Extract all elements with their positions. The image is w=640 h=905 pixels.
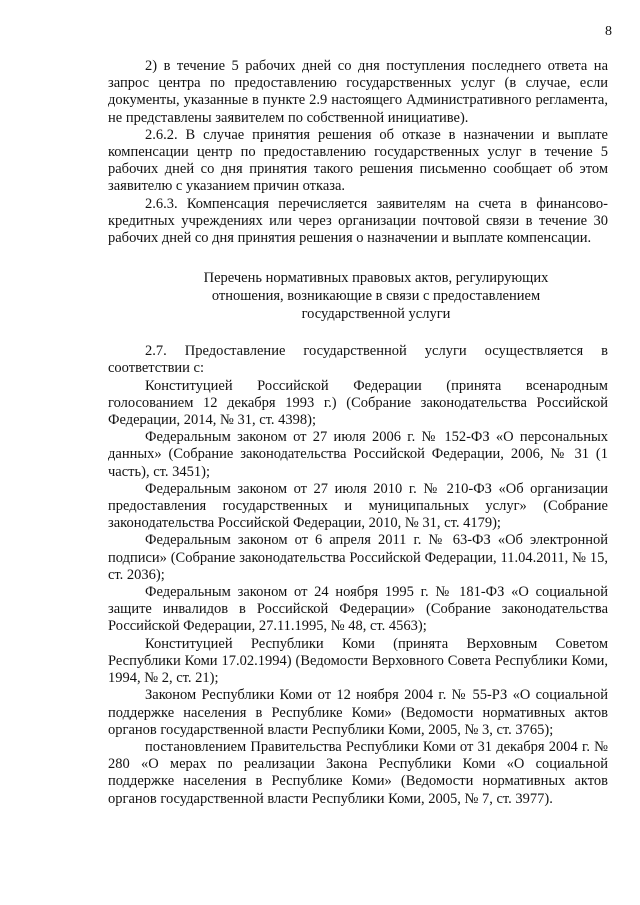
page-number: 8	[605, 24, 612, 39]
paragraph: Федеральным законом от 6 апреля 2011 г. № 63-ФЗ «Об электронной подписи» (Собрание законодательства Российской Федерации, 11.04.2011, № 15, ст. 2036);	[108, 532, 608, 583]
paragraph: Конституцией Республики Коми (принята Верховным Советом Республики Коми 17.02.1994) (Ведомости Верховного Совета Республики Коми, 1994, № 2, ст. 21);	[108, 635, 608, 687]
heading-line: Перечень нормативных правовых актов, регулирующих	[203, 270, 549, 287]
paragraph: Законом Республики Коми от 12 ноября 2004 г. № 55-РЗ «О социальной поддержке населения в Республике Коми» (Ведомости нормативных актов органов государственной власти Республики Коми, 2005, № 3, ст. 3765);	[108, 687, 608, 738]
paragraph: 2.6.3. Компенсация перечисляется заявителям на счета в финансово-кредитных учреждениях или через организации почтовой связи в течение 30 рабочих дней со дня принятия решения о назначении и выплате компенсации.	[108, 195, 608, 247]
heading-line: отношения, возникающие в связи с предоставлением	[211, 288, 541, 305]
paragraph: Федеральным законом от 27 июля 2010 г. № 210-ФЗ «Об организации предоставления государственных и муниципальных услуг» (Собрание законодательства Российской Федерации, 2010, № 31, ст. 4179);	[108, 480, 608, 532]
paragraph: Федеральным законом от 24 ноября 1995 г. № 181-ФЗ «О социальной защите инвалидов в Российской Федерации» (Собрание законодательства Российской Федерации, 27.11.1995, № 48, ст. 4563);	[108, 584, 608, 635]
document-body	[108, 58, 608, 808]
paragraph: Федеральным законом от 27 июля 2006 г. № 152-ФЗ «О персональных данных» (Собрание законодательства Российской Федерации, 2006, № 31 (1 часть), ст. 3451);	[108, 429, 608, 480]
section-heading	[108, 269, 608, 323]
heading-line: государственной услуги	[301, 306, 451, 323]
paragraph: 2.6.2. В случае принятия решения об отказе в назначении и выплате компенсации центр по предоставлению государственных услуг в течение 5 рабочих дней со дня принятия такого решения письменно сообщает об этом заявителю с указанием причин отказа.	[108, 126, 608, 195]
paragraph: постановлением Правительства Республики Коми от 31 декабря 2004 г. № 280 «О мерах по реализации Закона Республики Коми «О социальной поддержке населения в Республике Коми» (Ведомости нормативных актов органов государственной власти Республики Коми, 2005, № 7, ст. 3977).	[108, 738, 608, 807]
paragraph: 2.7. Предоставление государственной услуги осуществляется в соответствии с:	[108, 343, 608, 377]
paragraph: 2) в течение 5 рабочих дней со дня поступления последнего ответа на запрос центра по предоставлению государственных услуг (в случае, если документы, указанные в пункте 2.9 настоящего Административного регламента, не представлены заявителем по собственной инициативе).	[108, 58, 608, 126]
paragraph: Конституцией Российской Федерации (принята всенародным голосованием 12 декабря 1993 г.) (Собрание законодательства Российской Федерации, 2014, № 31, ст. 4398);	[108, 377, 608, 429]
